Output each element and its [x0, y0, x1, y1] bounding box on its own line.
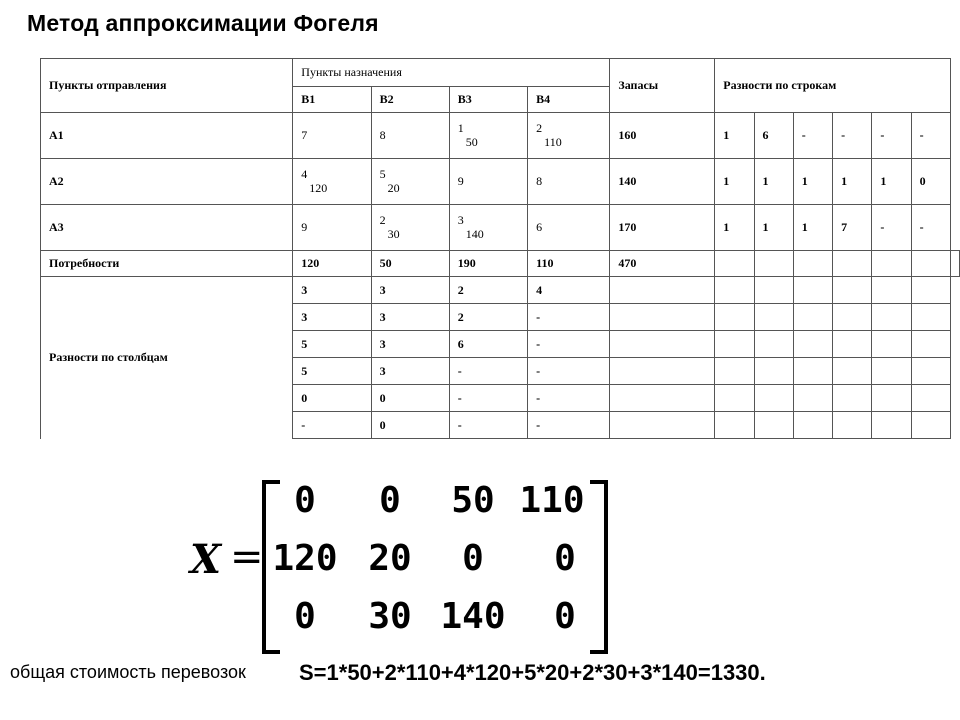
- row-diff-cell: 1: [872, 159, 911, 205]
- col-diff-cell: 0: [293, 385, 371, 412]
- col-diff-label: Разности по столбцам: [41, 277, 293, 439]
- dest-b3: B3: [449, 87, 527, 113]
- row-diff-cell: 1: [833, 159, 872, 205]
- cost-cell: 5 20: [371, 159, 449, 205]
- origin-a1: A1: [41, 113, 293, 159]
- dest-b2: B2: [371, 87, 449, 113]
- demand-cell: 120: [293, 251, 371, 277]
- col-diff-cell: 3: [371, 358, 449, 385]
- origin-header: Пункты отправления: [41, 59, 293, 113]
- col-diff-cell: 5: [293, 331, 371, 358]
- cost-cell: 2 30: [371, 205, 449, 251]
- cost-formula: S=1*50+2*110+4*120+5*20+2*30+3*140=1330.: [299, 660, 766, 685]
- row-diff-cell: 1: [754, 159, 793, 205]
- matrix-cell: 0: [554, 596, 576, 637]
- demand-cell: 50: [371, 251, 449, 277]
- col-diff-cell: -: [293, 412, 371, 439]
- col-diff-cell: 3: [293, 277, 371, 304]
- row-diff-cell: -: [872, 205, 911, 251]
- cost-cell: 9: [293, 205, 371, 251]
- table-row: [41, 159, 960, 205]
- col-diff-cell: -: [449, 412, 527, 439]
- dest-b1: B1: [293, 87, 371, 113]
- col-diff-cell: 3: [371, 304, 449, 331]
- table-row: [41, 113, 960, 159]
- matrix-label: X: [190, 536, 222, 583]
- supply-header: Запасы: [610, 59, 715, 113]
- row-diff-cell: 0: [911, 159, 950, 205]
- demand-label: Потребности: [41, 251, 293, 277]
- matrix-cell: 0: [462, 538, 484, 579]
- row-diff-cell: -: [793, 113, 832, 159]
- cost-cell: 3 140: [449, 205, 527, 251]
- col-diff-cell: 2: [449, 304, 527, 331]
- col-diff-cell: 3: [371, 331, 449, 358]
- demand-cell: 190: [449, 251, 527, 277]
- col-diff-cell: 0: [371, 385, 449, 412]
- matrix-cell: 20: [368, 538, 412, 579]
- row-diff-header: Разности по строкам: [715, 59, 951, 113]
- row-diff-cell: 1: [715, 159, 754, 205]
- col-diff-cell: 3: [293, 304, 371, 331]
- vogel-table: [40, 58, 960, 439]
- matrix-cell: 0: [379, 480, 401, 521]
- destination-header: Пункты назначения: [293, 59, 610, 87]
- cost-cell: 9: [449, 159, 527, 205]
- row-diff-cell: -: [911, 205, 950, 251]
- cost-cell: 2 110: [528, 113, 610, 159]
- row-diff-cell: 1: [793, 205, 832, 251]
- supply-cell: 140: [610, 159, 715, 205]
- matrix-cell: 0: [554, 538, 576, 579]
- table-row: [41, 205, 960, 251]
- solution-matrix: [190, 476, 620, 648]
- col-diff-cell: 3: [371, 277, 449, 304]
- row-diff-cell: 6: [754, 113, 793, 159]
- table-row: [41, 251, 960, 277]
- row-diff-cell: -: [911, 113, 950, 159]
- col-diff-cell: -: [528, 304, 610, 331]
- matrix-cell: 0: [294, 596, 316, 637]
- matrix-cell: 0: [294, 480, 316, 521]
- row-diff-cell: -: [872, 113, 911, 159]
- col-diff-cell: 5: [293, 358, 371, 385]
- row-diff-cell: 1: [715, 205, 754, 251]
- col-diff-cell: -: [528, 412, 610, 439]
- matrix-cell: 50: [451, 480, 495, 521]
- page-title: Метод аппроксимации Фогеля: [27, 10, 379, 36]
- row-diff-cell: 1: [715, 113, 754, 159]
- col-diff-cell: 4: [528, 277, 610, 304]
- cost-cell: 8: [371, 113, 449, 159]
- dest-b4: B4: [528, 87, 610, 113]
- row-diff-cell: 1: [754, 205, 793, 251]
- col-diff-cell: 2: [449, 277, 527, 304]
- origin-a3: A3: [41, 205, 293, 251]
- total-cell: 470: [610, 251, 715, 277]
- cost-cell: 4 120: [293, 159, 371, 205]
- matrix-cell: 110: [519, 480, 585, 521]
- row-diff-cell: 7: [833, 205, 872, 251]
- table-row: [41, 277, 960, 304]
- col-diff-cell: -: [528, 358, 610, 385]
- demand-cell: 110: [528, 251, 610, 277]
- cost-cell: 8: [528, 159, 610, 205]
- cost-cell: 7: [293, 113, 371, 159]
- col-diff-cell: -: [449, 358, 527, 385]
- cost-caption: общая стоимость перевозок: [10, 662, 246, 682]
- col-diff-cell: -: [528, 331, 610, 358]
- equals-sign: =: [230, 534, 264, 580]
- col-diff-cell: -: [528, 385, 610, 412]
- cost-cell: 1 50: [449, 113, 527, 159]
- supply-cell: 170: [610, 205, 715, 251]
- row-diff-cell: -: [833, 113, 872, 159]
- col-diff-cell: -: [449, 385, 527, 412]
- row-diff-cell: 1: [793, 159, 832, 205]
- matrix-cell: 120: [272, 538, 338, 579]
- col-diff-cell: 0: [371, 412, 449, 439]
- matrix-cell: 140: [440, 596, 506, 637]
- origin-a2: A2: [41, 159, 293, 205]
- supply-cell: 160: [610, 113, 715, 159]
- cost-cell: 6: [528, 205, 610, 251]
- matrix-cell: 30: [368, 596, 412, 637]
- col-diff-cell: 6: [449, 331, 527, 358]
